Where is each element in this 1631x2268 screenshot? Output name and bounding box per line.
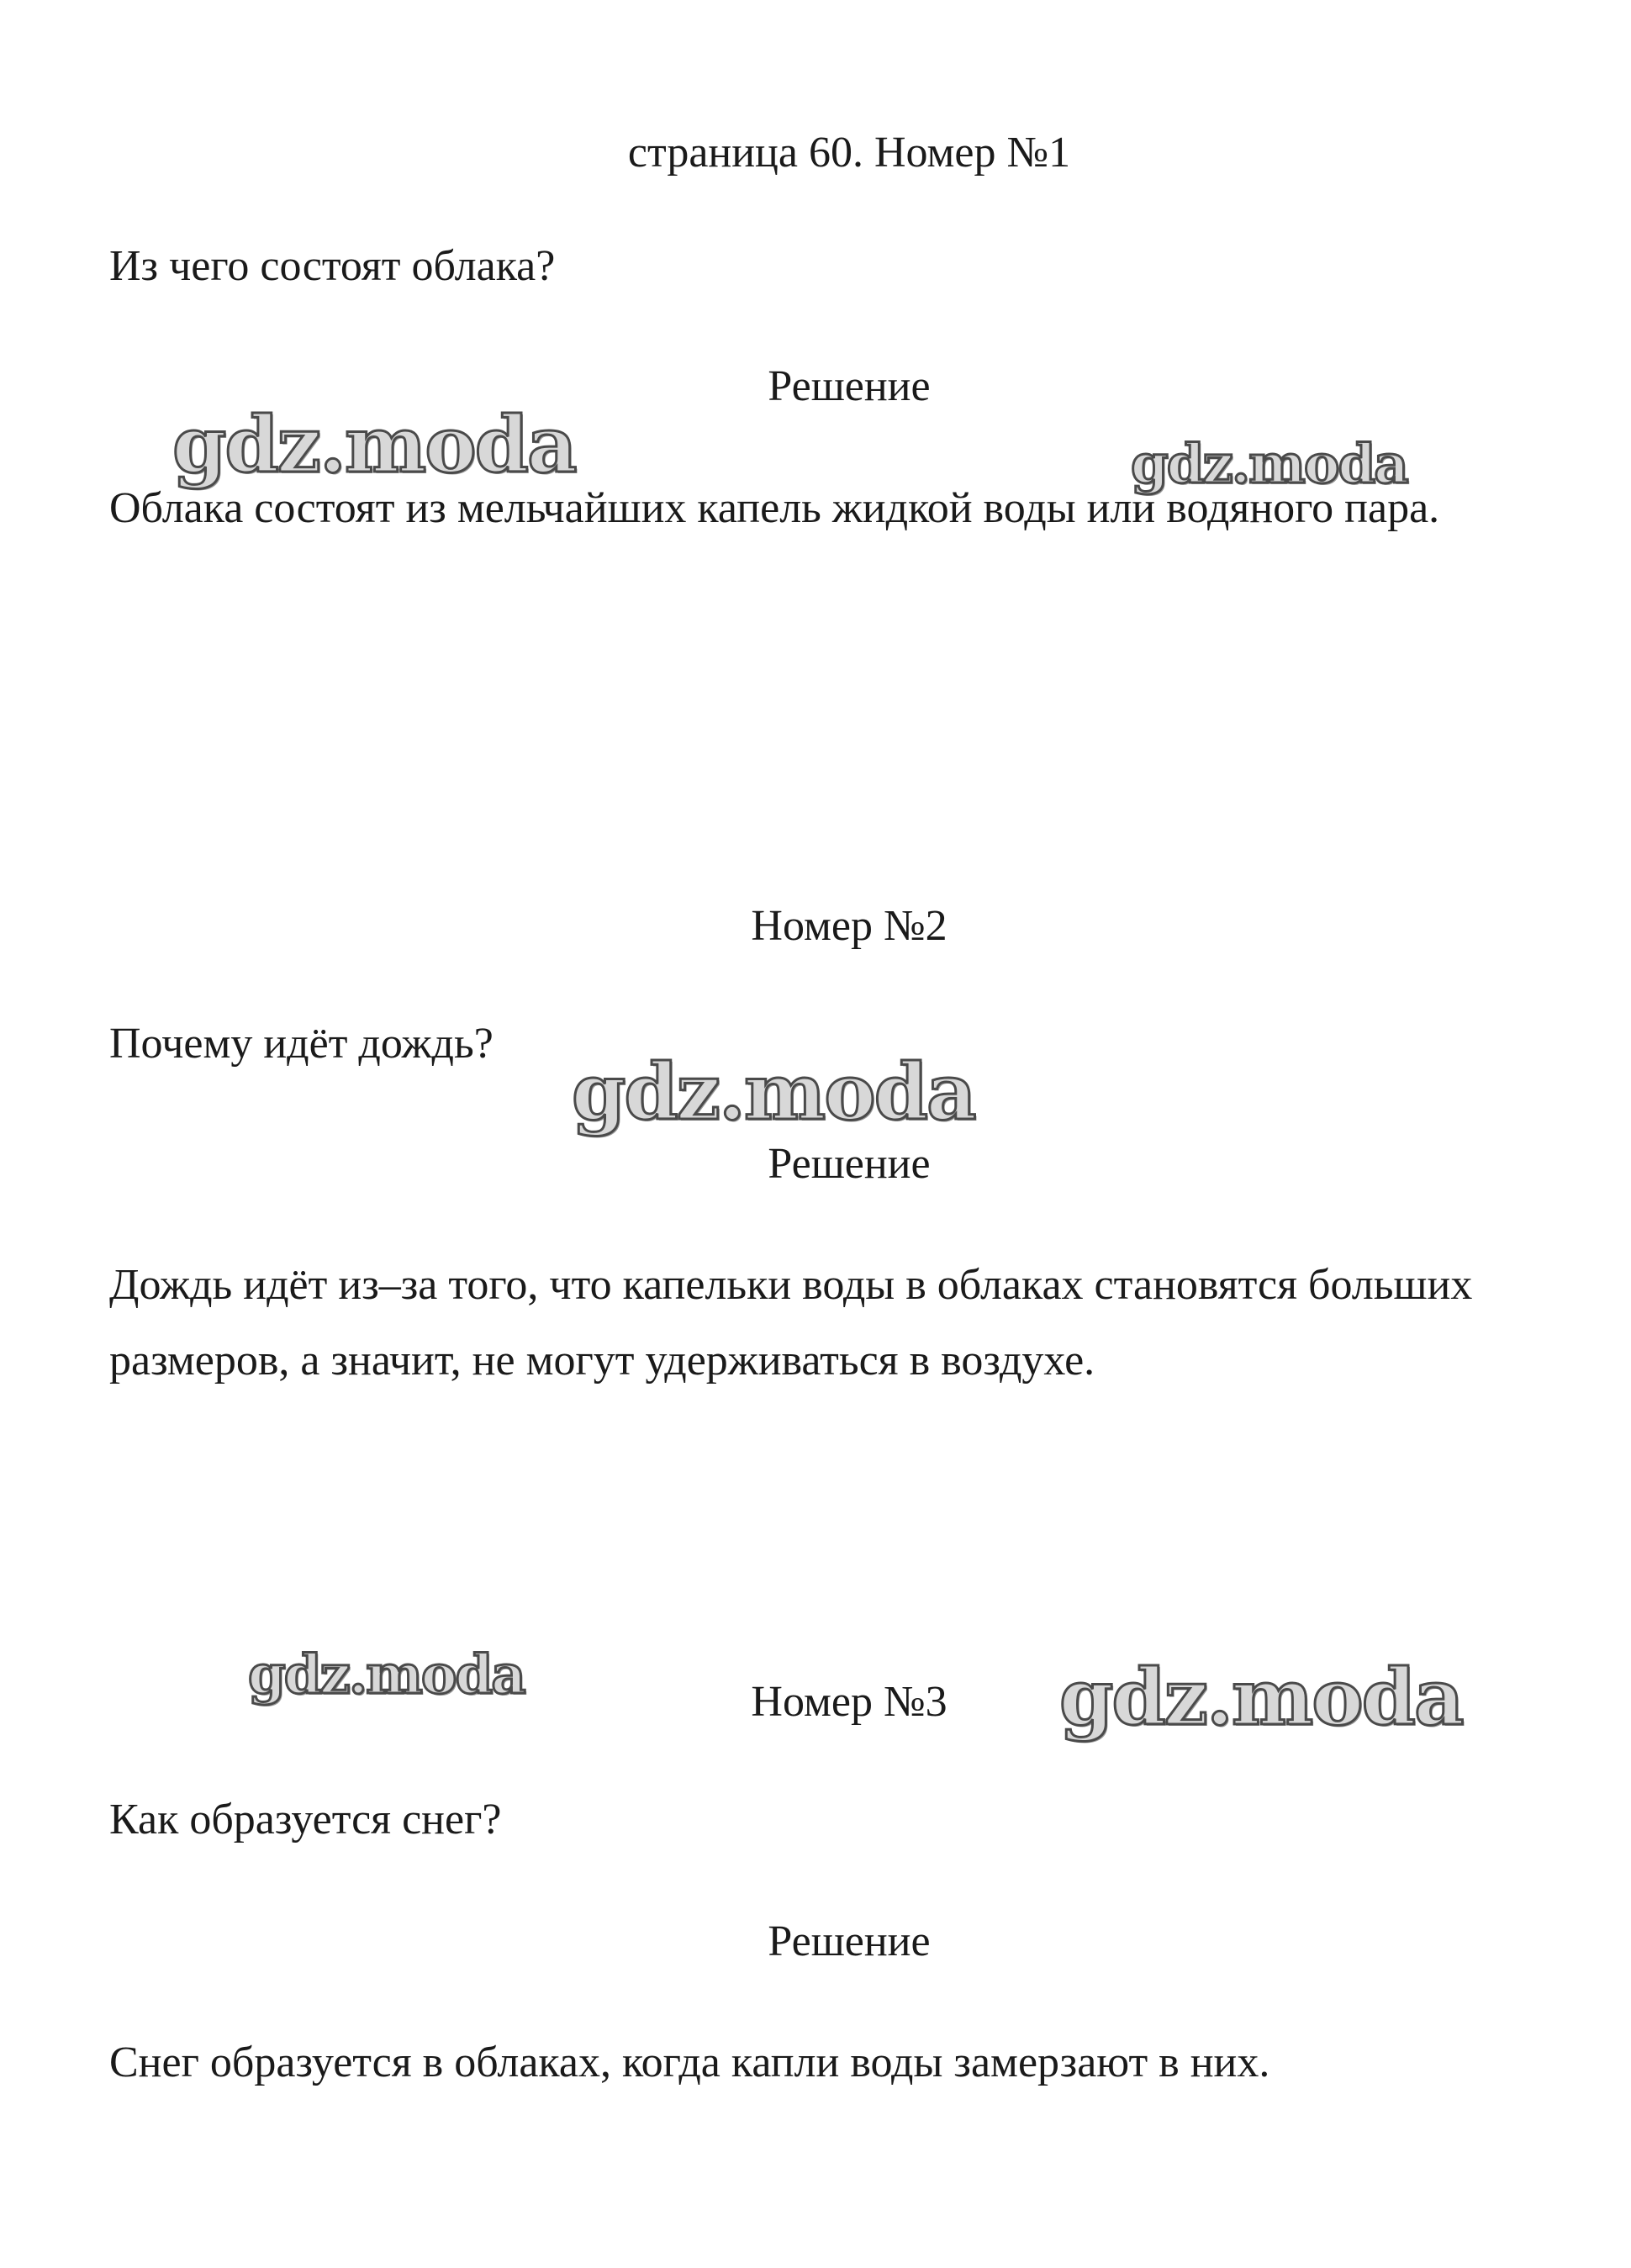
task-1-solution-label: Решение [768, 362, 931, 410]
watermark-logo: gdz.moda [172, 399, 576, 490]
watermark-logo: gdz.moda [248, 1643, 525, 1706]
task-3-solution-label: Решение [768, 1917, 931, 1965]
task-3-number: Номер №3 [751, 1678, 947, 1726]
task-2-number: Номер №2 [751, 902, 947, 950]
page-title: страница 60. Номер №1 [627, 129, 1071, 177]
task-2-answer: Дождь идёт из–за того, что капельки воды в облаках становятся больших размеров, а значит, не могут удерживаться в воздухе. [109, 1261, 1473, 1385]
task-3-question: Как образуется снег? [109, 1796, 502, 1843]
watermark-logo: gdz.moda [572, 1047, 975, 1137]
task-1-answer: Облака состоят из мельчайших капель жидкой воды или водяного пара. [109, 484, 1440, 532]
watermark-logo: gdz.moda [1131, 433, 1407, 496]
task-2-solution-label: Решение [768, 1140, 931, 1188]
task-3-answer: Снег образуется в облаках, когда капли воды замерзают в них. [109, 2039, 1270, 2086]
watermark-logo: gdz.moda [1059, 1652, 1463, 1743]
task-1-question: Из чего состоят облака? [109, 242, 556, 290]
task-2-question: Почему идёт дождь? [109, 1020, 494, 1068]
